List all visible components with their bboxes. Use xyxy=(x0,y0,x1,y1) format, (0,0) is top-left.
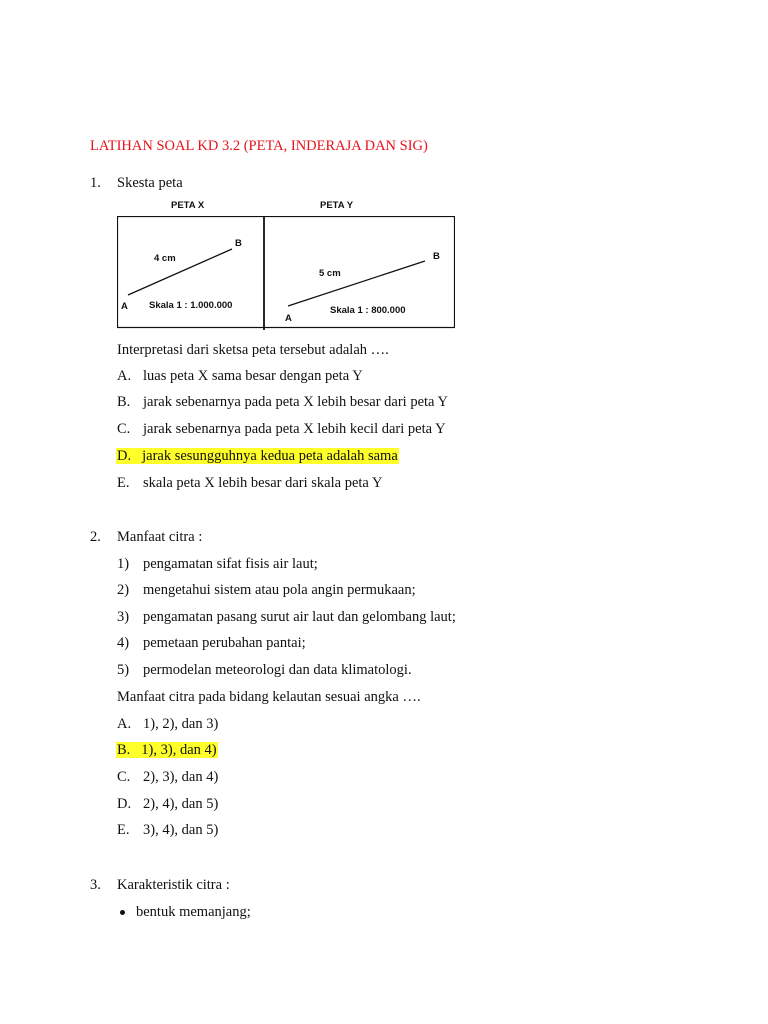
q1-option-e-letter: E. xyxy=(117,475,130,491)
q2-item-2-num: 2) xyxy=(117,582,130,598)
page-title: LATIHAN SOAL KD 3.2 (PETA, INDERAJA DAN SIG) xyxy=(90,138,428,154)
q1-option-c-letter: C. xyxy=(117,421,131,437)
q1-option-d-highlighted xyxy=(116,447,399,465)
map-x-point-a: A xyxy=(121,301,128,312)
q2-item-1-text: pengamatan sifat fisis air laut; xyxy=(143,556,318,572)
q1-option-b-letter: B. xyxy=(117,394,131,410)
question-2-text: Manfaat citra : xyxy=(117,529,203,545)
bullet-icon xyxy=(120,910,125,915)
q1-option-d-text: jarak sesungguhnya kedua peta adalah sama xyxy=(132,448,399,464)
q2-item-1-num: 1) xyxy=(117,556,130,572)
q2-option-b-letter: B. xyxy=(117,742,131,758)
question-2-number: 2. xyxy=(90,529,101,545)
map-x-point-b: B xyxy=(235,238,242,249)
map-y-heading: PETA Y xyxy=(320,200,354,211)
map-y-scale: Skala 1 : 800.000 xyxy=(330,305,406,316)
map-y-distance-line xyxy=(288,261,425,306)
q2-item-4-text: pemetaan perubahan pantai; xyxy=(143,635,306,651)
q1-option-d-letter: D. xyxy=(117,448,132,464)
q2-option-d-text: 2), 4), dan 5) xyxy=(143,796,219,812)
q2-option-b-highlighted xyxy=(116,741,218,759)
map-x-distance-line xyxy=(128,249,232,295)
map-x-scale: Skala 1 : 1.000.000 xyxy=(149,300,233,311)
map-x-heading: PETA X xyxy=(171,200,205,211)
q2-item-3-num: 3) xyxy=(117,609,130,625)
q2-option-c-letter: C. xyxy=(117,769,131,785)
question-1-number: 1. xyxy=(90,175,101,191)
q2-option-b-text: 1), 3), dan 4) xyxy=(131,742,217,758)
map-y-point-a: A xyxy=(285,313,292,324)
q2-item-3-text: pengamatan pasang surut air laut dan gelombang laut; xyxy=(143,609,456,625)
q1-option-e-text: skala peta X lebih besar dari skala peta Y xyxy=(143,475,383,491)
map-y-distance: 5 cm xyxy=(319,268,341,279)
q2-item-2-text: mengetahui sistem atau pola angin permukaan; xyxy=(143,582,416,598)
q2-option-e-letter: E. xyxy=(117,822,130,838)
q2-item-4-num: 4) xyxy=(117,635,130,651)
map-y-point-b: B xyxy=(433,251,440,262)
q2-option-d-letter: D. xyxy=(117,796,132,812)
map-x-distance: 4 cm xyxy=(154,253,176,264)
question-1-text: Skesta peta xyxy=(117,175,183,191)
question-3-text: Karakteristik citra : xyxy=(117,877,230,893)
q1-option-b-text: jarak sebenarnya pada peta X lebih besar dari peta Y xyxy=(143,394,449,410)
q2-option-a-text: 1), 2), dan 3) xyxy=(143,716,219,732)
q2-option-c-text: 2), 3), dan 4) xyxy=(143,769,219,785)
q3-bullet-1: bentuk memanjang; xyxy=(136,904,251,920)
q2-item-5-num: 5) xyxy=(117,662,130,678)
q1-option-c-text: jarak sebenarnya pada peta X lebih kecil dari peta Y xyxy=(143,421,446,437)
q2-option-a-letter: A. xyxy=(117,716,132,732)
question-2-prompt: Manfaat citra pada bidang kelautan sesuai angka …. xyxy=(117,689,421,705)
q2-item-5-text: permodelan meteorologi dan data klimatologi. xyxy=(143,662,412,678)
question-1-prompt: Interpretasi dari sketsa peta tersebut adalah …. xyxy=(117,342,389,358)
q1-option-a-letter: A. xyxy=(117,368,132,384)
q2-option-e-text: 3), 4), dan 5) xyxy=(143,822,219,838)
question-3-number: 3. xyxy=(90,877,101,893)
q1-option-a-text: luas peta X sama besar dengan peta Y xyxy=(143,368,363,384)
